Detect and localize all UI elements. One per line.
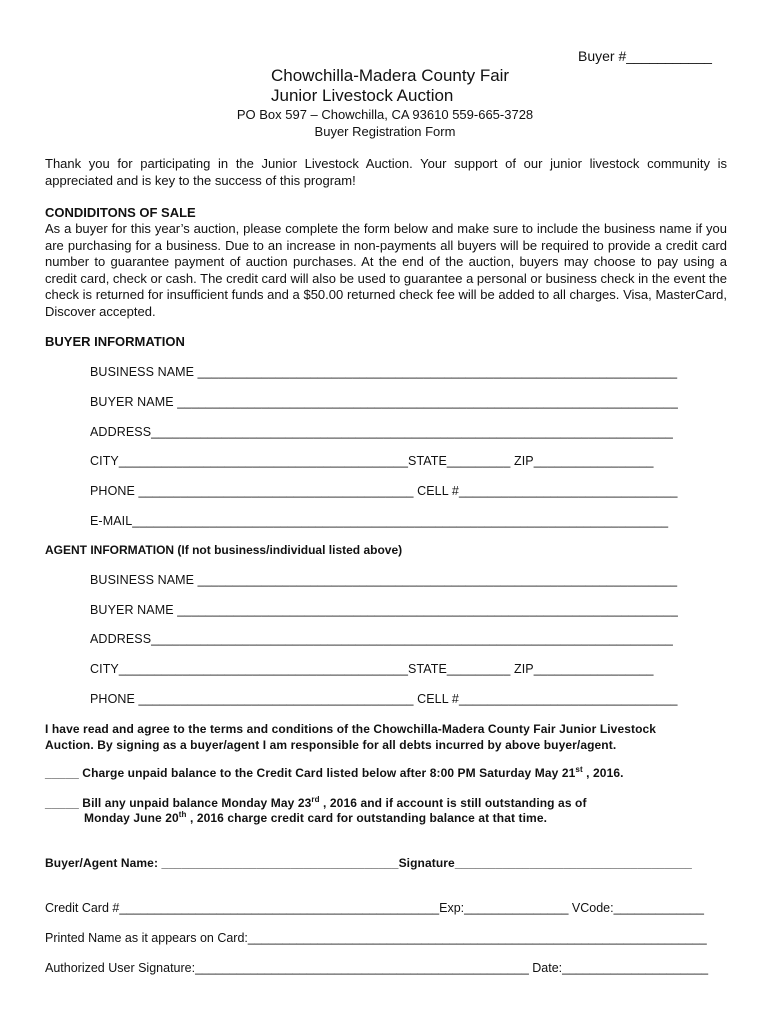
superscript-st: st bbox=[575, 765, 583, 774]
buyer-name-field[interactable]: BUYER NAME _______________________________________________________________________ bbox=[90, 395, 678, 409]
buyer-number-field[interactable]: Buyer #___________ bbox=[578, 48, 712, 64]
conditions-heading: CONDIDITONS OF SALE bbox=[45, 205, 196, 220]
buyer-city-state-zip-field[interactable]: CITY_________________________________________STATE_________ ZIP_________________ bbox=[90, 454, 654, 468]
charge-card-option-year: , 2016. bbox=[582, 766, 624, 780]
agent-city-state-zip-field[interactable]: CITY_________________________________________STATE_________ ZIP_________________ bbox=[90, 662, 654, 676]
agreement-line-2: Auction. By signing as a buyer/agent I am responsible for all debts incurred by above buyer/agent. bbox=[45, 738, 617, 752]
agreement-line-1: I have read and agree to the terms and conditions of the Chowchilla-Madera County Fair Junior Livestock bbox=[45, 722, 657, 736]
buyer-business-name-field[interactable]: BUSINESS NAME ____________________________________________________________________ bbox=[90, 365, 678, 379]
auction-title: Junior Livestock Auction bbox=[271, 86, 454, 105]
superscript-th: th bbox=[178, 810, 187, 819]
agent-buyer-name-field[interactable]: BUYER NAME _______________________________________________________________________ bbox=[90, 603, 678, 617]
printed-name-field[interactable]: Printed Name as it appears on Card:__________________________________________________________________ bbox=[45, 931, 707, 945]
intro-paragraph: Thank you for participating in the Junior Livestock Auction. Your support of our junior livestock community is appreciated and is key to the success of this program! bbox=[45, 156, 727, 188]
bill-balance-date-text: Monday June 20 bbox=[84, 811, 179, 825]
form-name: Buyer Registration Form bbox=[314, 124, 456, 139]
buyer-address-field[interactable]: ADDRESS__________________________________________________________________________ bbox=[90, 425, 673, 439]
fair-title: Chowchilla-Madera County Fair bbox=[271, 66, 510, 85]
superscript-rd: rd bbox=[311, 795, 320, 804]
contact-address: PO Box 597 – Chowchilla, CA 93610 559-665-3728 bbox=[236, 107, 534, 122]
credit-card-field[interactable]: Credit Card #______________________________________________Exp:_______________ VCode:_____________ bbox=[45, 901, 704, 915]
agent-business-name-field[interactable]: BUSINESS NAME ____________________________________________________________________ bbox=[90, 573, 678, 587]
bill-balance-option[interactable] bbox=[45, 796, 587, 810]
bill-balance-date-rest: , 2016 charge credit card for outstanding balance at that time. bbox=[186, 811, 548, 825]
conditions-paragraph: As a buyer for this year’s auction, please complete the form below and make sure to include the business name if you are purchasing for a business. Due to an increase in non-payments all buyers will be required to provide a credit card number to guarantee payment of auction purchases. At the end of the auction, buyers may choose to pay using a credit card, check or cash. The credit card will also be used to guarantee a personal or business check in the event the check is returned for insufficient funds and a $50.00 returned check fee will be added to all charges. Visa, MasterCard, Discover accepted. bbox=[45, 221, 727, 319]
buyer-phone-cell-field[interactable]: PHONE _______________________________________ CELL #_______________________________ bbox=[90, 484, 678, 498]
agent-address-field[interactable]: ADDRESS__________________________________________________________________________ bbox=[90, 632, 673, 646]
buyer-email-field[interactable]: E-MAIL____________________________________________________________________________ bbox=[90, 514, 669, 528]
charge-card-option[interactable] bbox=[45, 766, 624, 780]
bill-balance-option-rest: , 2016 and if account is still outstanding as of bbox=[319, 796, 587, 810]
agent-info-heading: AGENT INFORMATION (If not business/individual listed above) bbox=[45, 543, 403, 557]
buyer-agent-signature-field[interactable]: Buyer/Agent Name: ___________________________________Signature___________________________________ bbox=[45, 856, 692, 870]
authorized-signature-field[interactable]: Authorized User Signature:________________________________________________ Date:_____________________ bbox=[45, 961, 709, 975]
bill-balance-option-line-2 bbox=[84, 811, 547, 825]
charge-card-option-text: _____ Charge unpaid balance to the Credit Card listed below after 8:00 PM Saturday May 21 bbox=[45, 766, 576, 780]
bill-balance-option-text: _____ Bill any unpaid balance Monday May 23 bbox=[45, 796, 312, 810]
buyer-info-heading: BUYER INFORMATION bbox=[45, 334, 185, 349]
agent-phone-cell-field[interactable]: PHONE _______________________________________ CELL #_______________________________ bbox=[90, 692, 678, 706]
